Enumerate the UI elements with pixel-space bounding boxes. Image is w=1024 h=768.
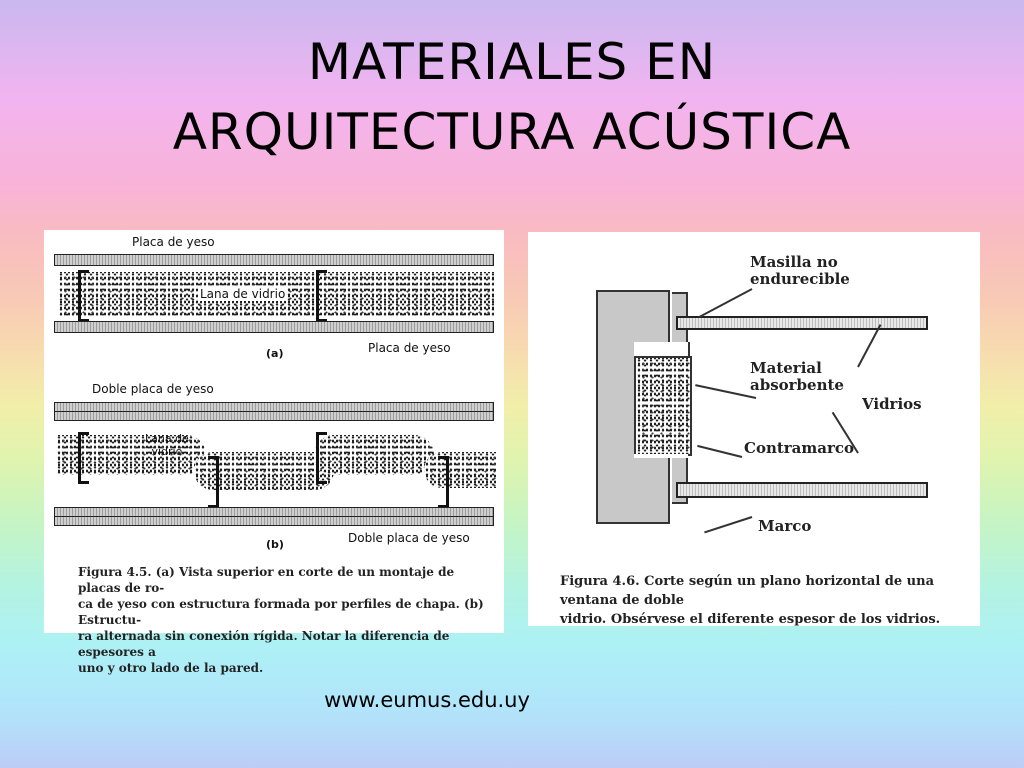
plate-top-a bbox=[54, 254, 494, 266]
label-masilla-line1: Masilla no bbox=[750, 253, 838, 271]
label-material-line2: absorbente bbox=[750, 376, 844, 394]
stud-profile-b3 bbox=[208, 456, 219, 508]
tag-b: (b) bbox=[266, 538, 284, 551]
stud-profile-a1 bbox=[78, 270, 89, 322]
arrow-material bbox=[695, 384, 756, 399]
caption-line: Figura 4.6. Corte según un plano horizontal de una ventana de doble bbox=[560, 574, 935, 608]
figure-4-5-image bbox=[44, 230, 504, 675]
arrow-contramarco bbox=[697, 445, 742, 458]
figure-4-6-caption bbox=[560, 572, 980, 629]
label-marco: Marco bbox=[758, 517, 812, 535]
label-material-line1: Material bbox=[750, 359, 822, 377]
label-doble-placa-bottom-b: Doble placa de yeso bbox=[348, 531, 470, 545]
label-doble-placa-top-b: Doble placa de yeso bbox=[92, 382, 214, 396]
label-lana-vidrio-b-line1: Lana de bbox=[145, 432, 189, 445]
arrow-vidrios-up bbox=[857, 324, 881, 367]
label-vidrios: Vidrios bbox=[862, 395, 922, 413]
tag-a: (a) bbox=[266, 347, 284, 360]
glass-pane-thin bbox=[676, 316, 928, 330]
caption-line: uno y otro lado de la pared. bbox=[78, 661, 264, 675]
source-url[interactable]: www.eumus.edu.uy bbox=[324, 688, 530, 712]
label-lana-vidrio-a: Lana de vidrio bbox=[200, 287, 286, 301]
label-lana-vidrio-b bbox=[145, 432, 189, 458]
arrow-marco bbox=[704, 516, 752, 533]
stud-profile-b4 bbox=[438, 456, 449, 508]
caption-line: ra alternada sin conexión rígida. Notar la diferencia de espesores a bbox=[78, 629, 450, 659]
figure-4-5-caption bbox=[78, 564, 498, 676]
label-lana-vidrio-b-line2: vidrio bbox=[151, 445, 183, 458]
slide-title-line2: ARQUITECTURA ACÚSTICA bbox=[172, 103, 852, 161]
stud-profile-a2 bbox=[316, 270, 327, 322]
label-masilla bbox=[750, 254, 850, 288]
glass-pane-thick bbox=[676, 482, 928, 498]
label-contramarco: Contramarco bbox=[744, 439, 855, 457]
plate-bottom-b2 bbox=[54, 516, 494, 526]
cavity-top bbox=[634, 342, 690, 356]
caption-line: Figura 4.5. (a) Vista superior en corte de un montaje de placas de ro- bbox=[78, 565, 455, 595]
caption-line: ca de yeso con estructura formada por perfiles de chapa. (b) Estructu- bbox=[78, 597, 484, 627]
label-placa-yeso-top-a: Placa de yeso bbox=[132, 235, 215, 249]
slide-title-line1: MATERIALES EN bbox=[307, 33, 717, 91]
glass-wool-fill-b4 bbox=[424, 452, 496, 488]
arrow-masilla bbox=[699, 288, 753, 318]
cavity-bottom bbox=[634, 454, 688, 458]
absorbent-material bbox=[634, 356, 692, 456]
label-masilla-line2: endurecible bbox=[750, 270, 850, 288]
label-material-absorbente bbox=[750, 360, 844, 394]
glass-wool-fill-b3 bbox=[314, 435, 434, 475]
caption-line: vidrio. Obsérvese el diferente espesor de los vidrios. bbox=[560, 612, 941, 627]
plate-bottom-a bbox=[54, 321, 494, 333]
stud-profile-b1 bbox=[78, 432, 89, 484]
label-placa-yeso-bottom-a: Placa de yeso bbox=[368, 341, 451, 355]
stud-profile-b2 bbox=[316, 432, 327, 484]
figure-4-6-image bbox=[528, 232, 980, 626]
plate-top-b2 bbox=[54, 411, 494, 421]
